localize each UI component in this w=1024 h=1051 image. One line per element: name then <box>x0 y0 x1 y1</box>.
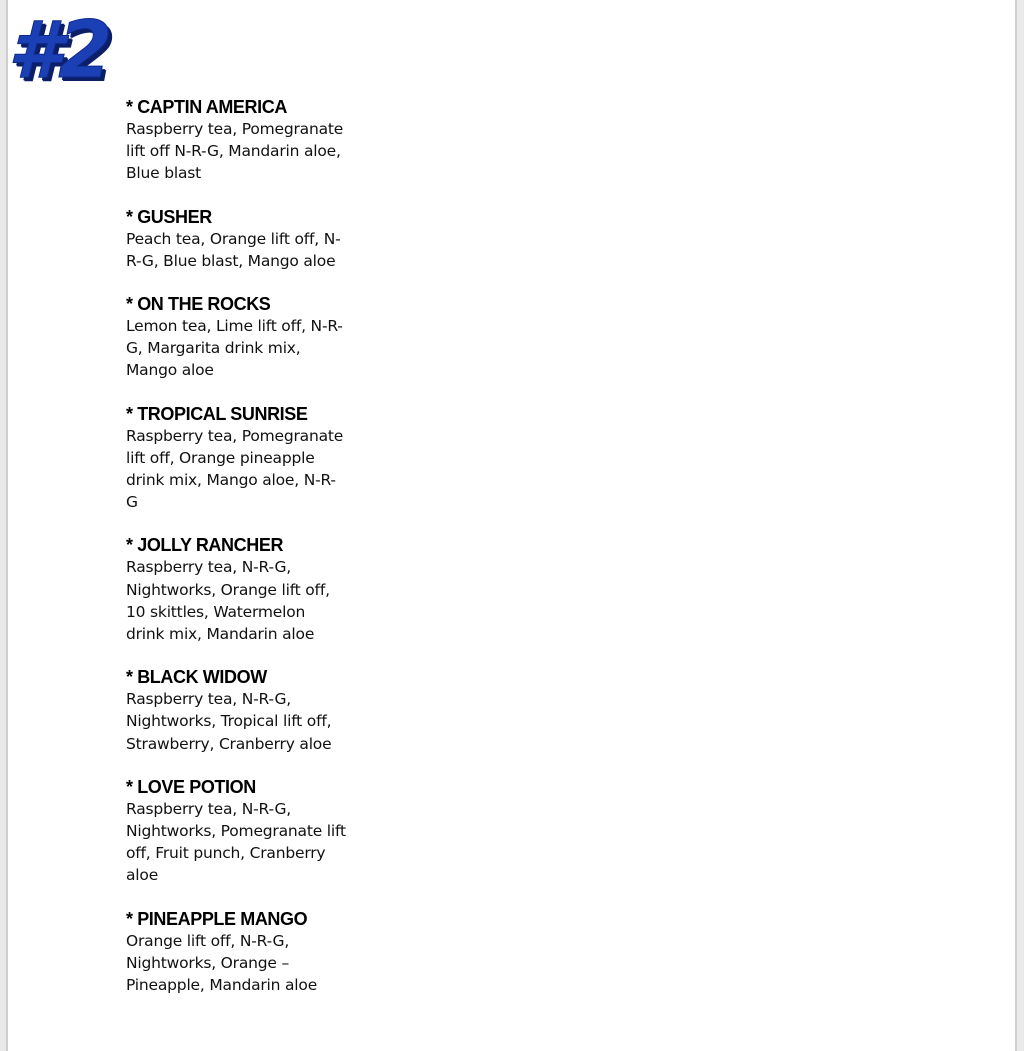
recipe-item <box>126 666 366 755</box>
recipe-ingredients: Raspberry tea, N-R-G, Nightworks, Orange lift off, 10 skittles, Watermelon drink mix, Mandarin aloe <box>126 558 330 644</box>
recipe-list <box>126 96 366 1017</box>
recipe-item <box>126 534 366 645</box>
recipe-ingredients: Orange lift off, N-R-G, Nightworks, Orange – Pineapple, Mandarin aloe <box>126 931 318 995</box>
recipe-item <box>126 403 366 514</box>
recipe-title: * CAPTIN AMERICA <box>126 97 287 117</box>
recipe-item <box>126 776 366 887</box>
recipe-title: * TROPICAL SUNRISE <box>126 403 308 424</box>
recipe-ingredients: Raspberry tea, Pomegranate lift off N-R-G, Mandarin aloe, Blue blast <box>126 120 344 183</box>
recipe-ingredients: Raspberry tea, N-R-G, Nightworks, Pomegranate lift off, Fruit punch, Cranberry aloe <box>126 799 346 885</box>
recipe-ingredients: Peach tea, Orange lift off, N-R-G, Blue blast, Mango aloe <box>126 229 341 270</box>
page-number: #2 <box>8 6 109 96</box>
recipe-title: * JOLLY RANCHER <box>126 535 284 556</box>
recipe-ingredients: Raspberry tea, Pomegranate lift off, Orange pineapple drink mix, Mango aloe, N-R-G <box>126 426 344 512</box>
recipe-title: * BLACK WIDOW <box>126 667 267 688</box>
recipe-item <box>126 908 366 997</box>
recipe-ingredients: Lemon tea, Lime lift off, N-R-G, Margarita drink mix, Mango aloe <box>126 317 343 380</box>
recipe-title: * PINEAPPLE MANGO <box>126 908 308 929</box>
recipe-ingredients: Raspberry tea, N-R-G, Nightworks, Tropical lift off, Strawberry, Cranberry aloe <box>126 690 332 753</box>
recipe-item <box>126 96 366 185</box>
document-page <box>6 0 1017 1051</box>
recipe-item <box>126 293 366 382</box>
recipe-title: * ON THE ROCKS <box>126 294 271 315</box>
recipe-title: * LOVE POTION <box>126 776 256 797</box>
recipe-item <box>126 206 366 272</box>
recipe-title: * GUSHER <box>126 206 212 227</box>
